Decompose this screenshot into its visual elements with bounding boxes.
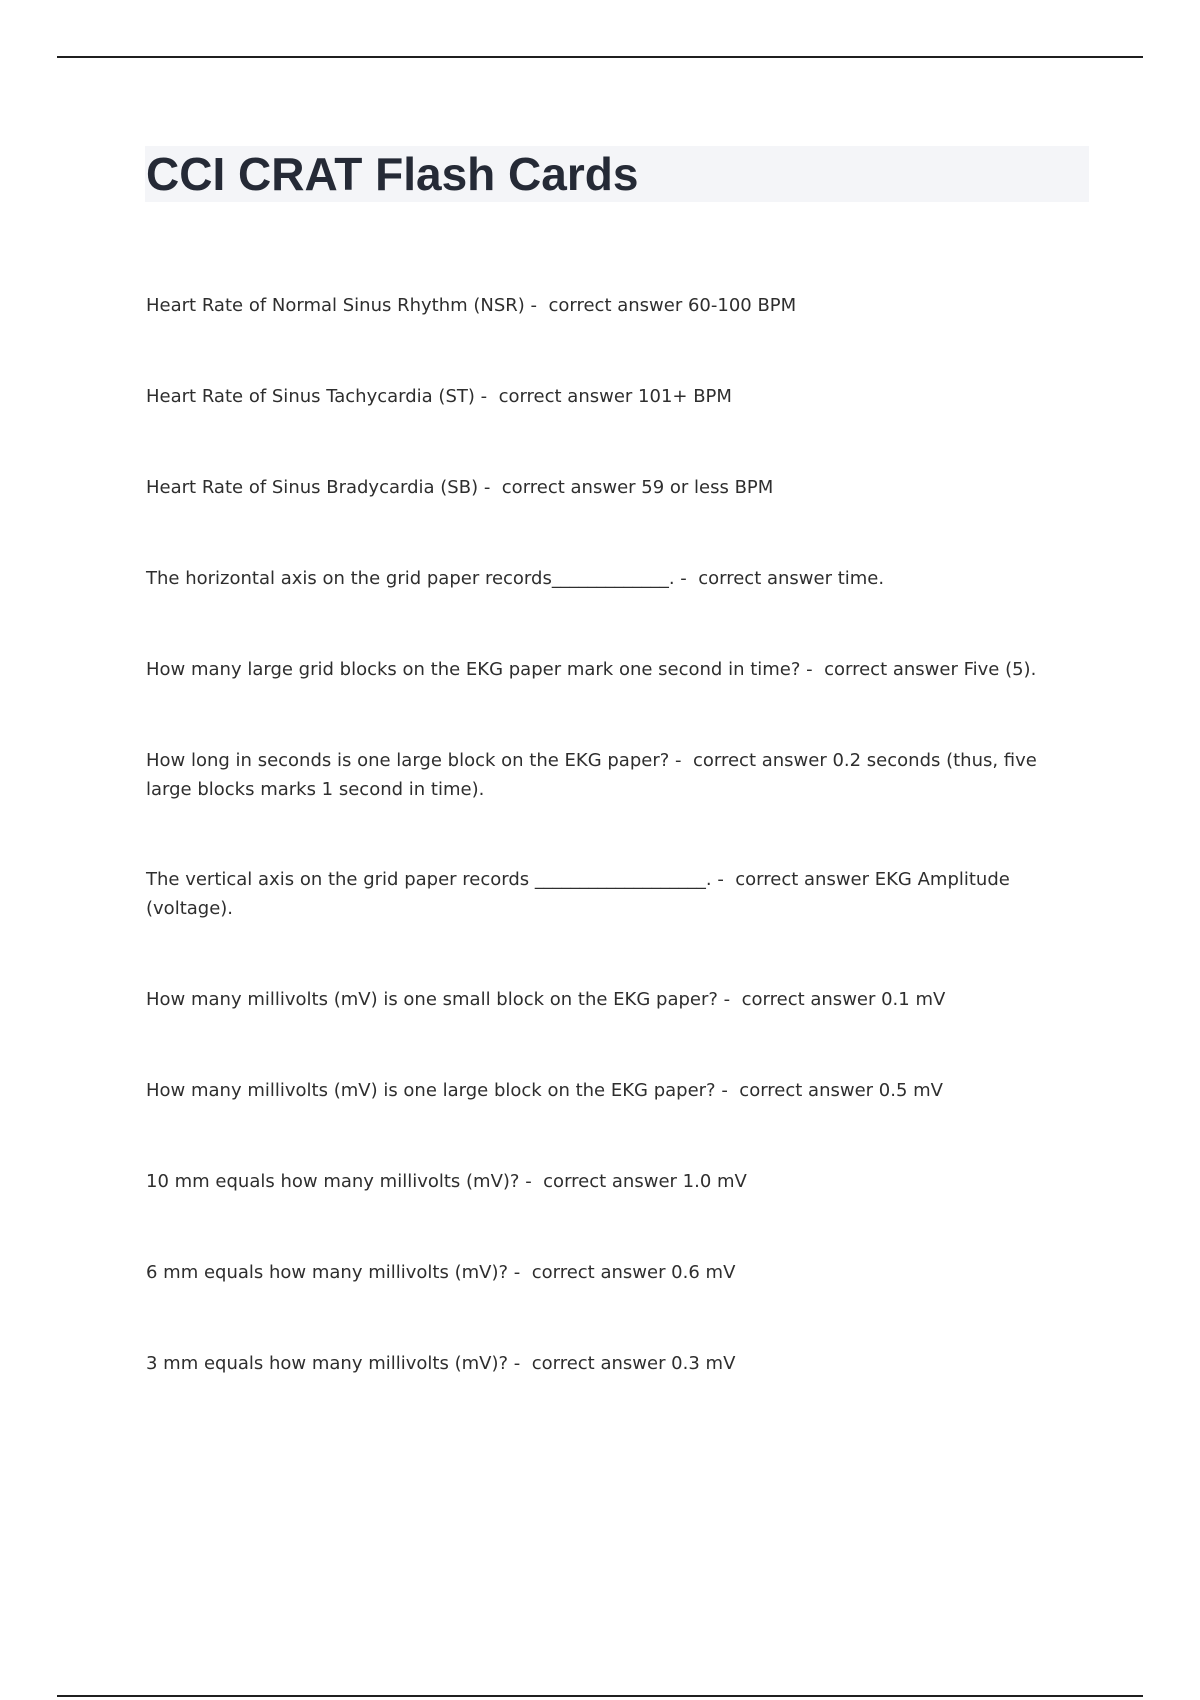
card-question: Heart Rate of Normal Sinus Rhythm (NSR) [146, 295, 525, 316]
card-separator: - [715, 1080, 740, 1101]
top-rule [57, 56, 1143, 58]
card-question: The horizontal axis on the grid paper records_____________. [146, 568, 675, 589]
card-question: 10 mm equals how many millivolts (mV)? [146, 1171, 520, 1192]
card-answer: correct answer 0.1 mV [741, 989, 946, 1010]
flash-card-11 [146, 1258, 1086, 1287]
flash-card-8 [146, 985, 1086, 1014]
card-answer: correct answer 1.0 mV [543, 1171, 747, 1192]
card-separator: - [669, 750, 693, 771]
flash-card-1 [146, 291, 1086, 320]
card-answer: correct answer 60-100 BPM [548, 295, 797, 316]
card-separator: - [508, 1262, 532, 1283]
card-separator: - [717, 989, 742, 1010]
card-separator: - [478, 477, 502, 498]
card-separator: - [474, 386, 499, 407]
flash-card-3 [146, 473, 1086, 502]
card-answer: correct answer 0.3 mV [531, 1353, 736, 1374]
flash-card-7 [146, 865, 1086, 923]
card-separator: - [674, 568, 699, 589]
card-answer: correct answer 0.5 mV [739, 1080, 943, 1101]
card-question: How many millivolts (mV) is one large block on the EKG paper? [146, 1080, 716, 1101]
card-answer: correct answer EKG Amplitude (voltage). [146, 869, 1010, 919]
flash-card-9 [146, 1076, 1086, 1105]
card-answer: correct answer time. [698, 568, 885, 589]
card-separator: - [524, 295, 549, 316]
card-answer: correct answer Five (5). [824, 659, 1037, 680]
card-answer: correct answer 0.2 seconds (thus, five large blocks marks 1 second in time). [146, 750, 1037, 800]
card-separator: - [519, 1171, 544, 1192]
page-title: CCI CRAT Flash Cards [146, 148, 639, 200]
flash-card-6 [146, 746, 1086, 804]
card-question: How many millivolts (mV) is one small block on the EKG paper? [146, 989, 718, 1010]
card-question: 6 mm equals how many millivolts (mV)? [146, 1262, 509, 1283]
flash-card-10 [146, 1167, 1086, 1196]
flash-card-4 [146, 564, 1086, 593]
card-question: 3 mm equals how many millivolts (mV)? [146, 1353, 509, 1374]
card-separator: - [508, 1353, 532, 1374]
flash-card-2 [146, 382, 1086, 411]
bottom-rule [57, 1695, 1143, 1697]
flash-card-12 [146, 1349, 1086, 1378]
card-question: How many large grid blocks on the EKG paper mark one second in time? [146, 659, 801, 680]
card-question: Heart Rate of Sinus Bradycardia (SB) [146, 477, 479, 498]
card-answer: correct answer 59 or less BPM [501, 477, 774, 498]
card-question: The vertical axis on the grid paper records ___________________. [146, 869, 712, 890]
card-separator: - [800, 659, 825, 680]
card-answer: correct answer 0.6 mV [531, 1262, 736, 1283]
card-separator: - [711, 869, 736, 890]
card-question: How long in seconds is one large block on the EKG paper? [146, 750, 670, 771]
card-question: Heart Rate of Sinus Tachycardia (ST) [146, 386, 475, 407]
flash-card-5 [146, 655, 1086, 684]
card-answer: correct answer 101+ BPM [498, 386, 732, 407]
